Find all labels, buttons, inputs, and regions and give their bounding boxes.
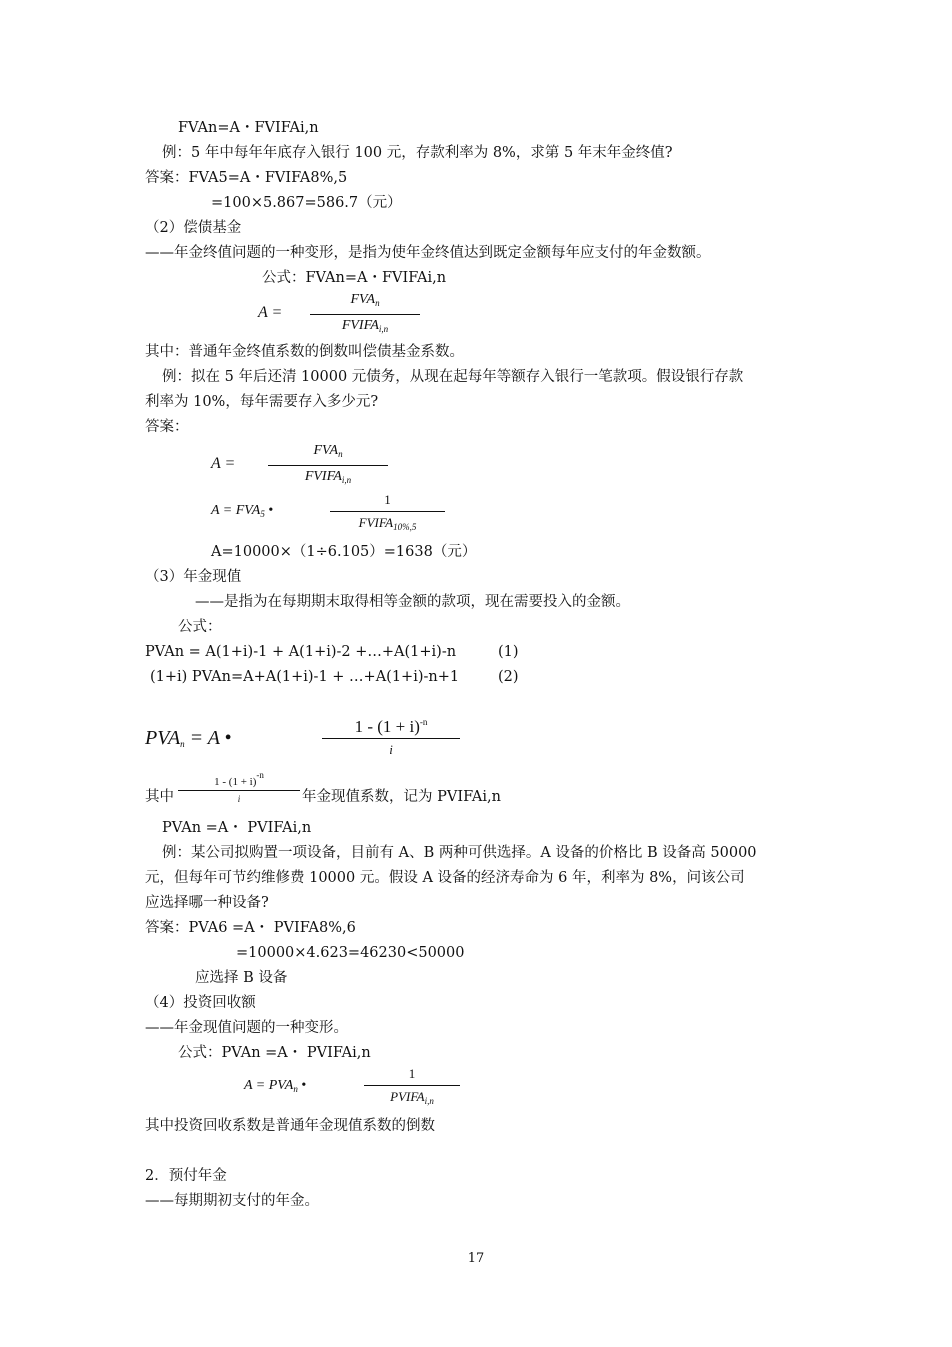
formula-lhs-sub: 5 [260,509,265,519]
formula-numerator: 1 [408,1066,416,1081]
text-line: 应选择 B 设备 [195,970,288,986]
equation-number: (2) [498,669,519,685]
formula-denominator-sub: i,n [424,1096,434,1106]
formula-lhs-text: A = FVA [211,503,261,518]
formula-denominator: i [237,794,241,804]
formula-numerator-sup: -n [256,770,264,780]
text-line: PVAn =A・ PVIFAi,n [162,820,312,836]
formula-eq: = A [189,727,220,749]
multiply-dot: • [224,727,232,749]
text-line: 公式：PVAn =A・ PVIFAi,n [178,1045,371,1061]
text-line: 公式： [178,619,222,635]
formula-denominator: PVIFA [390,1089,425,1104]
text-line: 例：拟在 5 年后还清 10000 元债务，从现在起每年等额存入银行一笔款项。假设银行存款 [162,369,744,385]
text-line: 其中投资回收系数是普通年金现值系数的倒数 [145,1118,435,1134]
formula-denominator: FVIFA [358,515,394,530]
formula-fraction [310,290,420,339]
formula-denominator: FVIFA [341,318,379,333]
section-heading: （2）偿债基金 [145,220,242,236]
formula-numerator-sup: -n [419,717,428,727]
fraction-bar [310,314,420,315]
formula-fraction [364,1064,460,1111]
equation-line: PVAn = A(1+i)-1 + A(1+i)-2 +…+A(1+i)-n [145,644,457,660]
fraction-bar [178,790,300,791]
section-heading: （3）年金现值 [145,569,242,585]
formula-lhs: A = [258,304,283,321]
formula-denominator-sub: i,n [341,475,352,485]
text-line: =10000×4.623=46230<50000 [236,945,465,961]
fraction-bar [268,465,388,466]
fraction-bar [322,738,460,739]
formula-denominator: i [389,742,393,757]
text-line: 例：某公司拟购置一项设备，目前有 A、B 两种可供选择。A 设备的价格比 B 设备高 50000 [162,845,757,861]
formula-lhs: A = [211,455,236,472]
formula-lhs [145,727,232,750]
formula-lhs [211,503,273,519]
formula-numerator-sub: n [338,449,343,459]
text-line: 应选择哪一种设备? [145,895,269,911]
fraction-bar [364,1085,460,1086]
text-line: 公式：FVAn=A・FVIFAi,n [262,270,447,286]
formula-denominator-sub: i,n [378,324,389,334]
formula-fraction [268,441,388,490]
text-line: ——每期期初支付的年金。 [145,1193,319,1209]
formula-lhs [244,1078,306,1094]
multiply-dot: • [268,503,274,518]
text-line: 元，但每年可节约维修费 10000 元。假设 A 设备的经济寿命为 6 年，利率为 8%，问该公司 [145,870,745,886]
text-line: 其中：普通年金终值系数的倒数叫偿债基金系数。 [145,344,464,360]
formula-lhs-text: A = PVA [244,1078,294,1093]
text-line: =100×5.867=586.7（元） [211,195,402,211]
formula-denominator-sub: 10%,5 [393,522,417,532]
text-line: 年金现值系数，记为 PVIFAi,n [302,789,501,805]
formula-numerator: FVA [350,292,376,307]
formula-numerator: 1 - (1 + i) [354,717,420,736]
formula-lhs-sub: n [293,1084,298,1094]
formula-fraction [322,712,460,760]
text-line: ——是指为在每期期末取得相等金额的款项，现在需要投入的金额。 [195,594,630,610]
formula-numerator-sub: n [375,298,380,308]
text-line: 利率为 10%，每年需要存入多少元? [145,394,379,410]
equation-line: (1+i) PVAn=A+A(1+i)-1 + …+A(1+i)-n+1 [150,669,460,685]
formula-fraction [330,490,445,537]
formula-numerator: 1 [384,492,391,507]
text-line: ——年金现值问题的一种变形。 [145,1020,348,1036]
text-line: ——年金终值问题的一种变形，是指为使年金终值达到既定金额每年应支付的年金数额。 [145,245,711,261]
section-heading: （4）投资回收额 [145,995,256,1011]
text-line: 例：5 年中每年年底存入银行 100 元，存款利率为 8%，求第 5 年末年金终值? [162,145,673,161]
text-line: A=10000×（1÷6.105）=1638（元） [211,544,477,560]
formula-inline-fraction [178,768,300,806]
formula-numerator: FVA [313,443,339,458]
equation-number: (1) [498,644,519,660]
multiply-dot: • [301,1078,307,1093]
page-number: 17 [467,1251,485,1266]
formula-numerator: 1 - (1 + i) [214,776,257,788]
text-line: FVAn=A・FVIFAi,n [178,120,319,136]
section-heading: 2．预付年金 [145,1168,227,1184]
formula-denominator: FVIFA [304,469,342,484]
formula-lhs-sub: n [180,739,185,749]
formula-lhs-text: PVA [145,727,181,749]
text-line: 答案：FVA5=A・FVIFA8%,5 [145,170,348,186]
text-line: 答案：PVA6 =A・ PVIFA8%,6 [145,920,356,936]
text-line: 其中 [145,789,174,805]
fraction-bar [330,511,445,512]
text-line: 答案： [145,419,189,435]
